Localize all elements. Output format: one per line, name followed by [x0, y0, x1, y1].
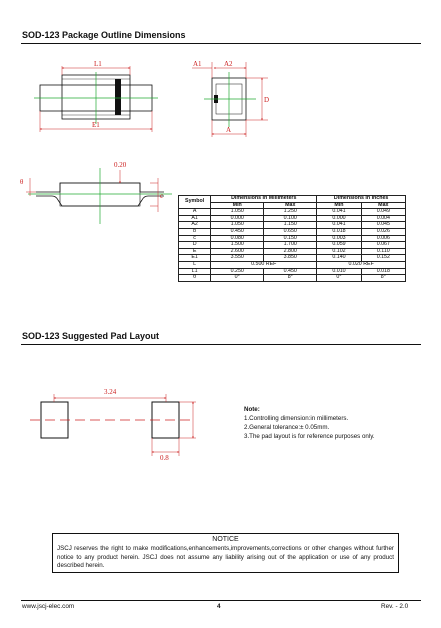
cell-symbol: b [179, 228, 211, 235]
table-row [179, 275, 406, 282]
dimensions-table [178, 195, 406, 282]
note-line: 2.General tolerance:± 0.05mm. [244, 424, 330, 431]
dim-label-a: A [226, 126, 232, 134]
cell-mm-max: 1.250 [264, 209, 317, 216]
cell-mm-min: 0.450 [211, 228, 264, 235]
cell-in-max: 0.110 [361, 248, 405, 255]
cell-in-min: 0° [317, 275, 361, 282]
cell-in-max: 0.067 [361, 242, 405, 249]
cell-in-max: 8° [361, 275, 405, 282]
cell-mm-max: 0.100 [264, 215, 317, 222]
cell-symbol: c [179, 235, 211, 242]
cell-symbol: A [179, 209, 211, 216]
revision-label: Rev. - 2.0 [381, 603, 409, 610]
section-title-pad-layout: SOD-123 Suggested Pad Layout [22, 331, 160, 341]
section-title-outline: SOD-123 Package Outline Dimensions [22, 30, 186, 40]
cell-in-max: 0.006 [361, 235, 405, 242]
cell-mm-max: 1.150 [264, 222, 317, 229]
cell-symbol: A2 [179, 222, 211, 229]
pad-width-label: 0.8 [160, 454, 169, 462]
cell-mm-min: 1.050 [211, 209, 264, 216]
cell-in-min: 0.041 [317, 222, 361, 229]
dim-label-c: c [160, 192, 164, 200]
dim-label-d: D [264, 96, 270, 104]
mm-header: Dimensions In Millimeters [211, 196, 317, 203]
inch-header: Dimensions In Inches [317, 196, 406, 203]
cell-mm-max: 1.700 [264, 242, 317, 249]
cell-in-min: 0.000 [317, 215, 361, 222]
mm-max-header: Max [264, 202, 317, 209]
cell-in-min: 0.102 [317, 248, 361, 255]
cell-in-max: 0.018 [361, 268, 405, 275]
cell-in-ref: 0.020 REF [317, 261, 406, 268]
notice-box [52, 533, 399, 573]
cell-in-max: 0.045 [361, 222, 405, 229]
cell-mm-max: 0.150 [264, 235, 317, 242]
cell-mm-max: 3.850 [264, 255, 317, 262]
dim-label-a1: A1 [193, 60, 202, 68]
cell-in-min: 0.010 [317, 268, 361, 275]
footer-website-link[interactable]: www.jscj-elec.com [22, 603, 75, 610]
cell-mm-ref: 0.500 REF [211, 261, 317, 268]
cell-mm-min: 0° [211, 275, 264, 282]
dim-label-020: 0.20 [114, 161, 127, 169]
cell-symbol: E1 [179, 255, 211, 262]
dim-label-l1: L1 [94, 60, 102, 68]
cell-mm-max: 2.800 [264, 248, 317, 255]
page-number: 4 [217, 603, 221, 610]
pad-span-label: 3.24 [104, 388, 117, 396]
section-divider [21, 344, 421, 345]
cell-mm-min: 3.550 [211, 255, 264, 262]
cell-in-min: 0.140 [317, 255, 361, 262]
cell-symbol: A1 [179, 215, 211, 222]
notes-block [244, 405, 375, 441]
cell-in-max: 0.004 [361, 215, 405, 222]
cell-symbol: θ [179, 275, 211, 282]
cell-symbol: D [179, 242, 211, 249]
cell-mm-min: 0.080 [211, 235, 264, 242]
dim-label-a2: A2 [224, 60, 233, 68]
cell-in-max: 0.026 [361, 228, 405, 235]
cell-in-min: 0.018 [317, 228, 361, 235]
cell-in-max: 0.049 [361, 209, 405, 216]
symbol-header: Symbol [179, 196, 211, 209]
cell-mm-min: 1.500 [211, 242, 264, 249]
mm-min-header: Min [211, 202, 264, 209]
cell-mm-min: 0.000 [211, 215, 264, 222]
cell-mm-min: 0.250 [211, 268, 264, 275]
note-line: 3.The pad layout is for reference purposes only. [244, 433, 375, 440]
lead-profile-drawing [26, 168, 172, 224]
cell-in-max: 0.152 [361, 255, 405, 262]
cell-mm-min: 2.600 [211, 248, 264, 255]
in-max-header: Max [361, 202, 405, 209]
cell-symbol: L [179, 261, 211, 268]
cell-in-min: 0.041 [317, 209, 361, 216]
pad-layout-drawing [30, 394, 196, 456]
cell-mm-min: 1.050 [211, 222, 264, 229]
cell-mm-max: 8° [264, 275, 317, 282]
note-heading: Note: [244, 406, 260, 413]
note-line: 1.Controlling dimension:in millimeters. [244, 415, 349, 422]
cell-symbol: E [179, 248, 211, 255]
cell-mm-max: 0.450 [264, 268, 317, 275]
cell-mm-max: 0.650 [264, 228, 317, 235]
notice-body: JSCJ reserves the right to make modifications,enhancements,improvements,corrections or other changes without further notice to any product herein. JSCJ does not assume any liability arising out of the application or use of any product described herein. [57, 545, 394, 570]
cell-in-min: 0.059 [317, 242, 361, 249]
in-min-header: Min [317, 202, 361, 209]
dim-label-e1: E1 [92, 121, 100, 129]
footer-divider [21, 600, 421, 601]
cell-in-min: 0.003 [317, 235, 361, 242]
cell-symbol: L1 [179, 268, 211, 275]
dim-label-theta: θ [20, 178, 24, 186]
notice-title: NOTICE [212, 536, 239, 543]
